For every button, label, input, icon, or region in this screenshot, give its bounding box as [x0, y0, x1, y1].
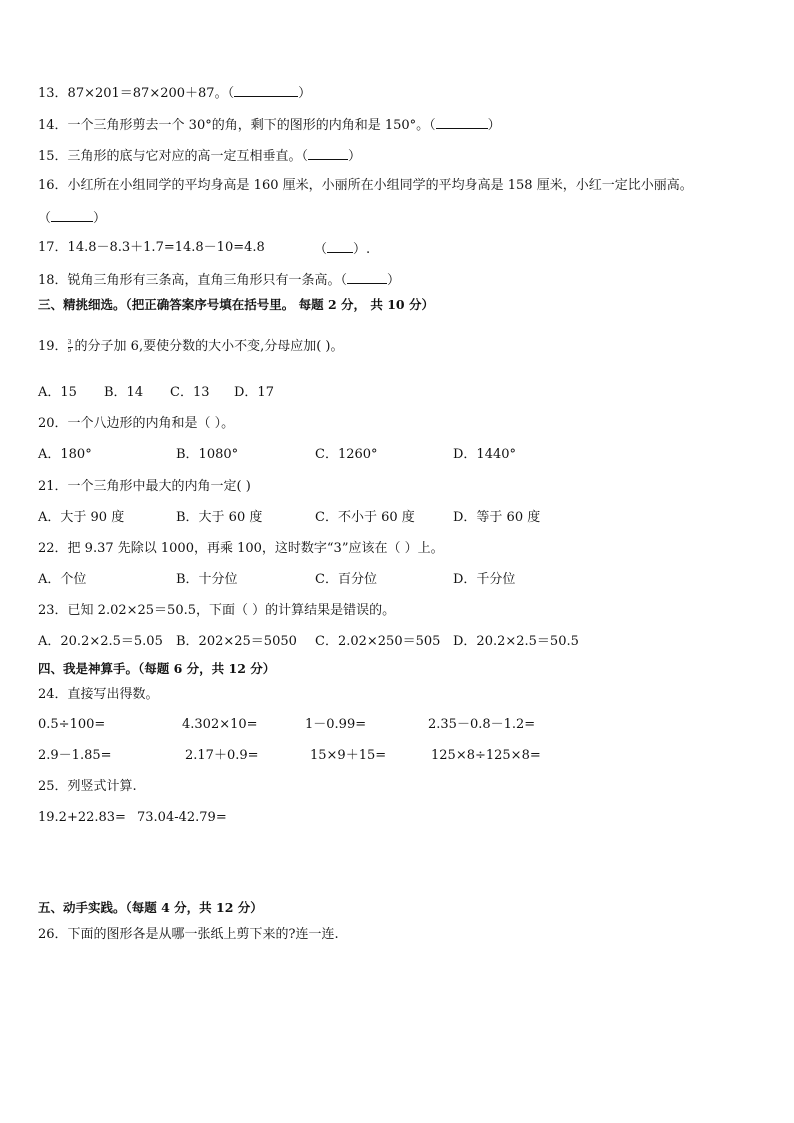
option-c[interactable]: C．不小于 60 度	[315, 510, 415, 525]
close-paren: ）	[387, 273, 401, 288]
option-d[interactable]: D．17	[234, 385, 274, 400]
option-b[interactable]: B．十分位	[176, 572, 238, 587]
calc-item: 1－0.99=	[305, 717, 367, 732]
fraction-three-fifths	[68, 340, 75, 354]
question-22: 22．把 9.37 先除以 1000，再乘 100，这时数字“3”应该在（ ）上。	[38, 541, 444, 556]
calc-item: 125×8÷125×8=	[431, 748, 541, 763]
calc-item: 2.17＋0.9=	[185, 748, 259, 763]
question-24: 24．直接写出得数。	[38, 687, 159, 702]
close-paren: ）	[487, 118, 501, 133]
question-18-text: 18．锐角三角形有三条高，直角三角形只有一条高。（	[38, 273, 348, 288]
close-paren: ）	[93, 211, 107, 226]
option-d[interactable]: D．等于 60 度	[453, 510, 541, 525]
open-paren: （	[314, 242, 328, 257]
calc-item: 0.5÷100=	[38, 717, 106, 732]
option-b[interactable]: B．大于 60 度	[176, 510, 263, 525]
question-13	[38, 84, 311, 102]
question-14	[38, 116, 501, 134]
answer-blank[interactable]	[51, 209, 93, 222]
question-20: 20．一个八边形的内角和是（ ）。	[38, 416, 235, 431]
question-19-text: 的分子加 6,要使分数的大小不变,分母应加( )。	[74, 339, 344, 354]
option-c[interactable]: C．2.02×250＝505	[315, 634, 441, 649]
vertical-calc-item: 73.04-42.79=	[137, 810, 227, 825]
option-a[interactable]: A．个位	[38, 572, 87, 587]
answer-blank[interactable]	[308, 147, 348, 160]
question-16-answer	[38, 209, 106, 227]
option-c[interactable]: C．13	[170, 385, 210, 400]
question-19	[38, 339, 344, 355]
option-b[interactable]: B．202×25＝5050	[176, 634, 297, 649]
section-4-heading: 四、我是神算手。（每题 6 分，共 12 分）	[38, 661, 276, 676]
question-21: 21．一个三角形中最大的内角一定( )	[38, 479, 251, 494]
option-a[interactable]: A．20.2×2.5＝5.05	[38, 634, 163, 649]
close-paren: ）	[348, 149, 362, 164]
question-17-text: 17．14.8－8.3＋1.7=14.8－10=4.8	[38, 240, 265, 255]
question-23: 23．已知 2.02×25＝50.5，下面（ ）的计算结果是错误的。	[38, 603, 396, 618]
option-c[interactable]: C．1260°	[315, 447, 378, 462]
option-b[interactable]: B．14	[104, 385, 144, 400]
answer-blank[interactable]	[327, 240, 353, 253]
question-18	[38, 271, 400, 289]
fraction-numerator: 3	[67, 338, 72, 346]
option-a[interactable]: A．15	[38, 385, 77, 400]
question-14-text: 14．一个三角形剪去一个 30°的角，剩下的图形的内角和是 150°。（	[38, 118, 436, 133]
option-d[interactable]: D．1440°	[453, 447, 517, 462]
calc-item: 2.35－0.8－1.2=	[428, 717, 536, 732]
close-paren: ）.	[353, 242, 371, 257]
section-5-heading: 五、动手实践。（每题 4 分，共 12 分）	[38, 900, 263, 915]
question-25: 25．列竖式计算.	[38, 779, 137, 794]
question-17-answer	[314, 240, 370, 258]
calc-item: 15×9＋15=	[310, 748, 387, 763]
option-a[interactable]: A．180°	[38, 447, 92, 462]
calc-item: 4.302×10=	[182, 717, 258, 732]
option-d[interactable]: D．20.2×2.5＝50.5	[453, 634, 579, 649]
question-17	[38, 240, 265, 256]
fraction-denominator: 5	[67, 346, 72, 354]
question-13-text: 13．87×201＝87×200＋87。（	[38, 86, 235, 101]
answer-blank[interactable]	[347, 271, 387, 284]
option-d[interactable]: D．千分位	[453, 572, 516, 587]
close-paren: ）	[298, 86, 312, 101]
question-16-text: 16．小红所在小组同学的平均身高是 160 厘米，小丽所在小组同学的平均身高是 158 厘米，小红一定比小丽高。	[38, 178, 693, 193]
vertical-calc-item: 19.2+22.83=	[38, 810, 126, 825]
option-a[interactable]: A．大于 90 度	[38, 510, 125, 525]
question-16	[38, 178, 693, 194]
question-15-text: 15．三角形的底与它对应的高一定互相垂直。（	[38, 149, 309, 164]
answer-blank[interactable]	[234, 84, 298, 97]
option-b[interactable]: B．1080°	[176, 447, 239, 462]
option-c[interactable]: C．百分位	[315, 572, 377, 587]
section-3-heading: 三、精挑细选。（把正确答案序号填在括号里。 每题 2 分， 共 10 分）	[38, 297, 434, 312]
open-paren: （	[38, 211, 52, 226]
question-15	[38, 147, 361, 165]
question-19-number: 19．	[38, 339, 68, 354]
calc-item: 2.9－1.85=	[38, 748, 112, 763]
question-26: 26．下面的图形各是从哪一张纸上剪下来的?连一连.	[38, 927, 339, 942]
answer-blank[interactable]	[436, 116, 488, 129]
